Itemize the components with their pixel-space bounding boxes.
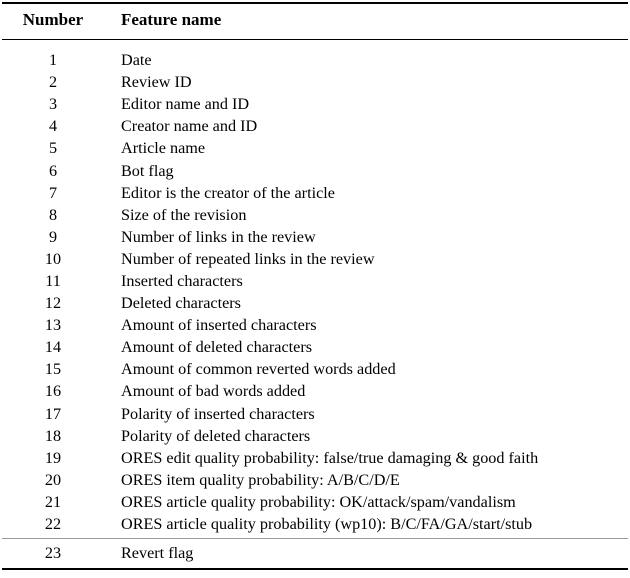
row-feature-name: Amount of deleted characters — [121, 338, 313, 357]
table-row — [2, 513, 628, 535]
table-row — [2, 403, 628, 425]
row-number: 18 — [44, 426, 62, 445]
table-footer — [2, 539, 628, 564]
row-number: 20 — [44, 470, 62, 489]
row-number: 22 — [44, 515, 62, 534]
table-row — [2, 447, 628, 469]
row-number: 11 — [45, 271, 61, 290]
table-row — [2, 469, 628, 491]
table-body — [2, 40, 628, 535]
row-feature-name: ORES article quality probability (wp10): B/C/FA/GA/start/stub — [121, 515, 533, 534]
row-number: 17 — [44, 404, 62, 423]
row-feature-name: Number of repeated links in the review — [121, 249, 375, 268]
row-feature-name: Polarity of inserted characters — [121, 404, 315, 423]
table-row — [2, 336, 628, 358]
table-row — [2, 49, 628, 71]
table-row — [2, 182, 628, 204]
row-feature-name: Creator name and ID — [121, 117, 258, 136]
row-number: 3 — [48, 95, 58, 114]
header-number: Number — [22, 10, 84, 29]
row-feature-name: Editor name and ID — [121, 95, 250, 114]
row-feature-name: Size of the revision — [121, 205, 247, 224]
row-feature-name: Inserted characters — [121, 271, 243, 290]
row-number: 5 — [48, 139, 58, 158]
table-row — [2, 292, 628, 314]
table-row — [2, 226, 628, 248]
table-row — [2, 314, 628, 336]
row-number: 4 — [48, 117, 58, 136]
table-header-row — [2, 4, 628, 30]
row-number: 21 — [44, 492, 62, 511]
row-feature-name: Amount of inserted characters — [121, 316, 317, 335]
row-number: 10 — [44, 249, 62, 268]
row-feature-name: Article name — [121, 139, 206, 158]
row-number: 2 — [48, 73, 58, 92]
table-bottom-rule — [2, 568, 628, 570]
row-feature-name: Editor is the creator of the article — [121, 183, 335, 202]
table-row — [2, 248, 628, 270]
row-feature-name: Revert flag — [121, 544, 194, 563]
table-row — [2, 115, 628, 137]
row-feature-name: Amount of common reverted words added — [121, 360, 396, 379]
row-feature-name: Review ID — [121, 73, 192, 92]
table-row — [2, 270, 628, 292]
table-row — [2, 204, 628, 226]
table-row — [2, 425, 628, 447]
row-number: 16 — [44, 382, 62, 401]
table-row — [2, 137, 628, 159]
row-number: 14 — [44, 338, 62, 357]
row-number: 23 — [44, 544, 62, 563]
row-feature-name: Amount of bad words added — [121, 382, 306, 401]
row-number: 19 — [44, 448, 62, 467]
table-row — [2, 358, 628, 380]
row-feature-name: Number of links in the review — [121, 227, 316, 246]
row-number: 9 — [48, 227, 58, 246]
row-number: 8 — [48, 205, 58, 224]
row-feature-name: Deleted characters — [121, 294, 241, 313]
header-feature-name: Feature name — [121, 10, 222, 29]
row-feature-name: ORES edit quality probability: false/true damaging & good faith — [121, 448, 539, 467]
row-feature-name: Date — [121, 51, 152, 70]
row-feature-name: Bot flag — [121, 161, 174, 180]
table-row — [2, 159, 628, 181]
row-number: 12 — [44, 294, 62, 313]
feature-table — [2, 2, 628, 570]
table-row — [2, 542, 628, 564]
table-row — [2, 491, 628, 513]
table-row — [2, 93, 628, 115]
row-feature-name: ORES item quality probability: A/B/C/D/E — [121, 470, 400, 489]
row-number: 6 — [48, 161, 58, 180]
row-number: 13 — [44, 316, 62, 335]
row-number: 1 — [48, 51, 58, 70]
table-row — [2, 380, 628, 402]
row-number: 15 — [44, 360, 62, 379]
row-number: 7 — [48, 183, 58, 202]
table-row — [2, 71, 628, 93]
row-feature-name: ORES article quality probability: OK/attack/spam/vandalism — [121, 492, 516, 511]
row-feature-name: Polarity of deleted characters — [121, 426, 311, 445]
